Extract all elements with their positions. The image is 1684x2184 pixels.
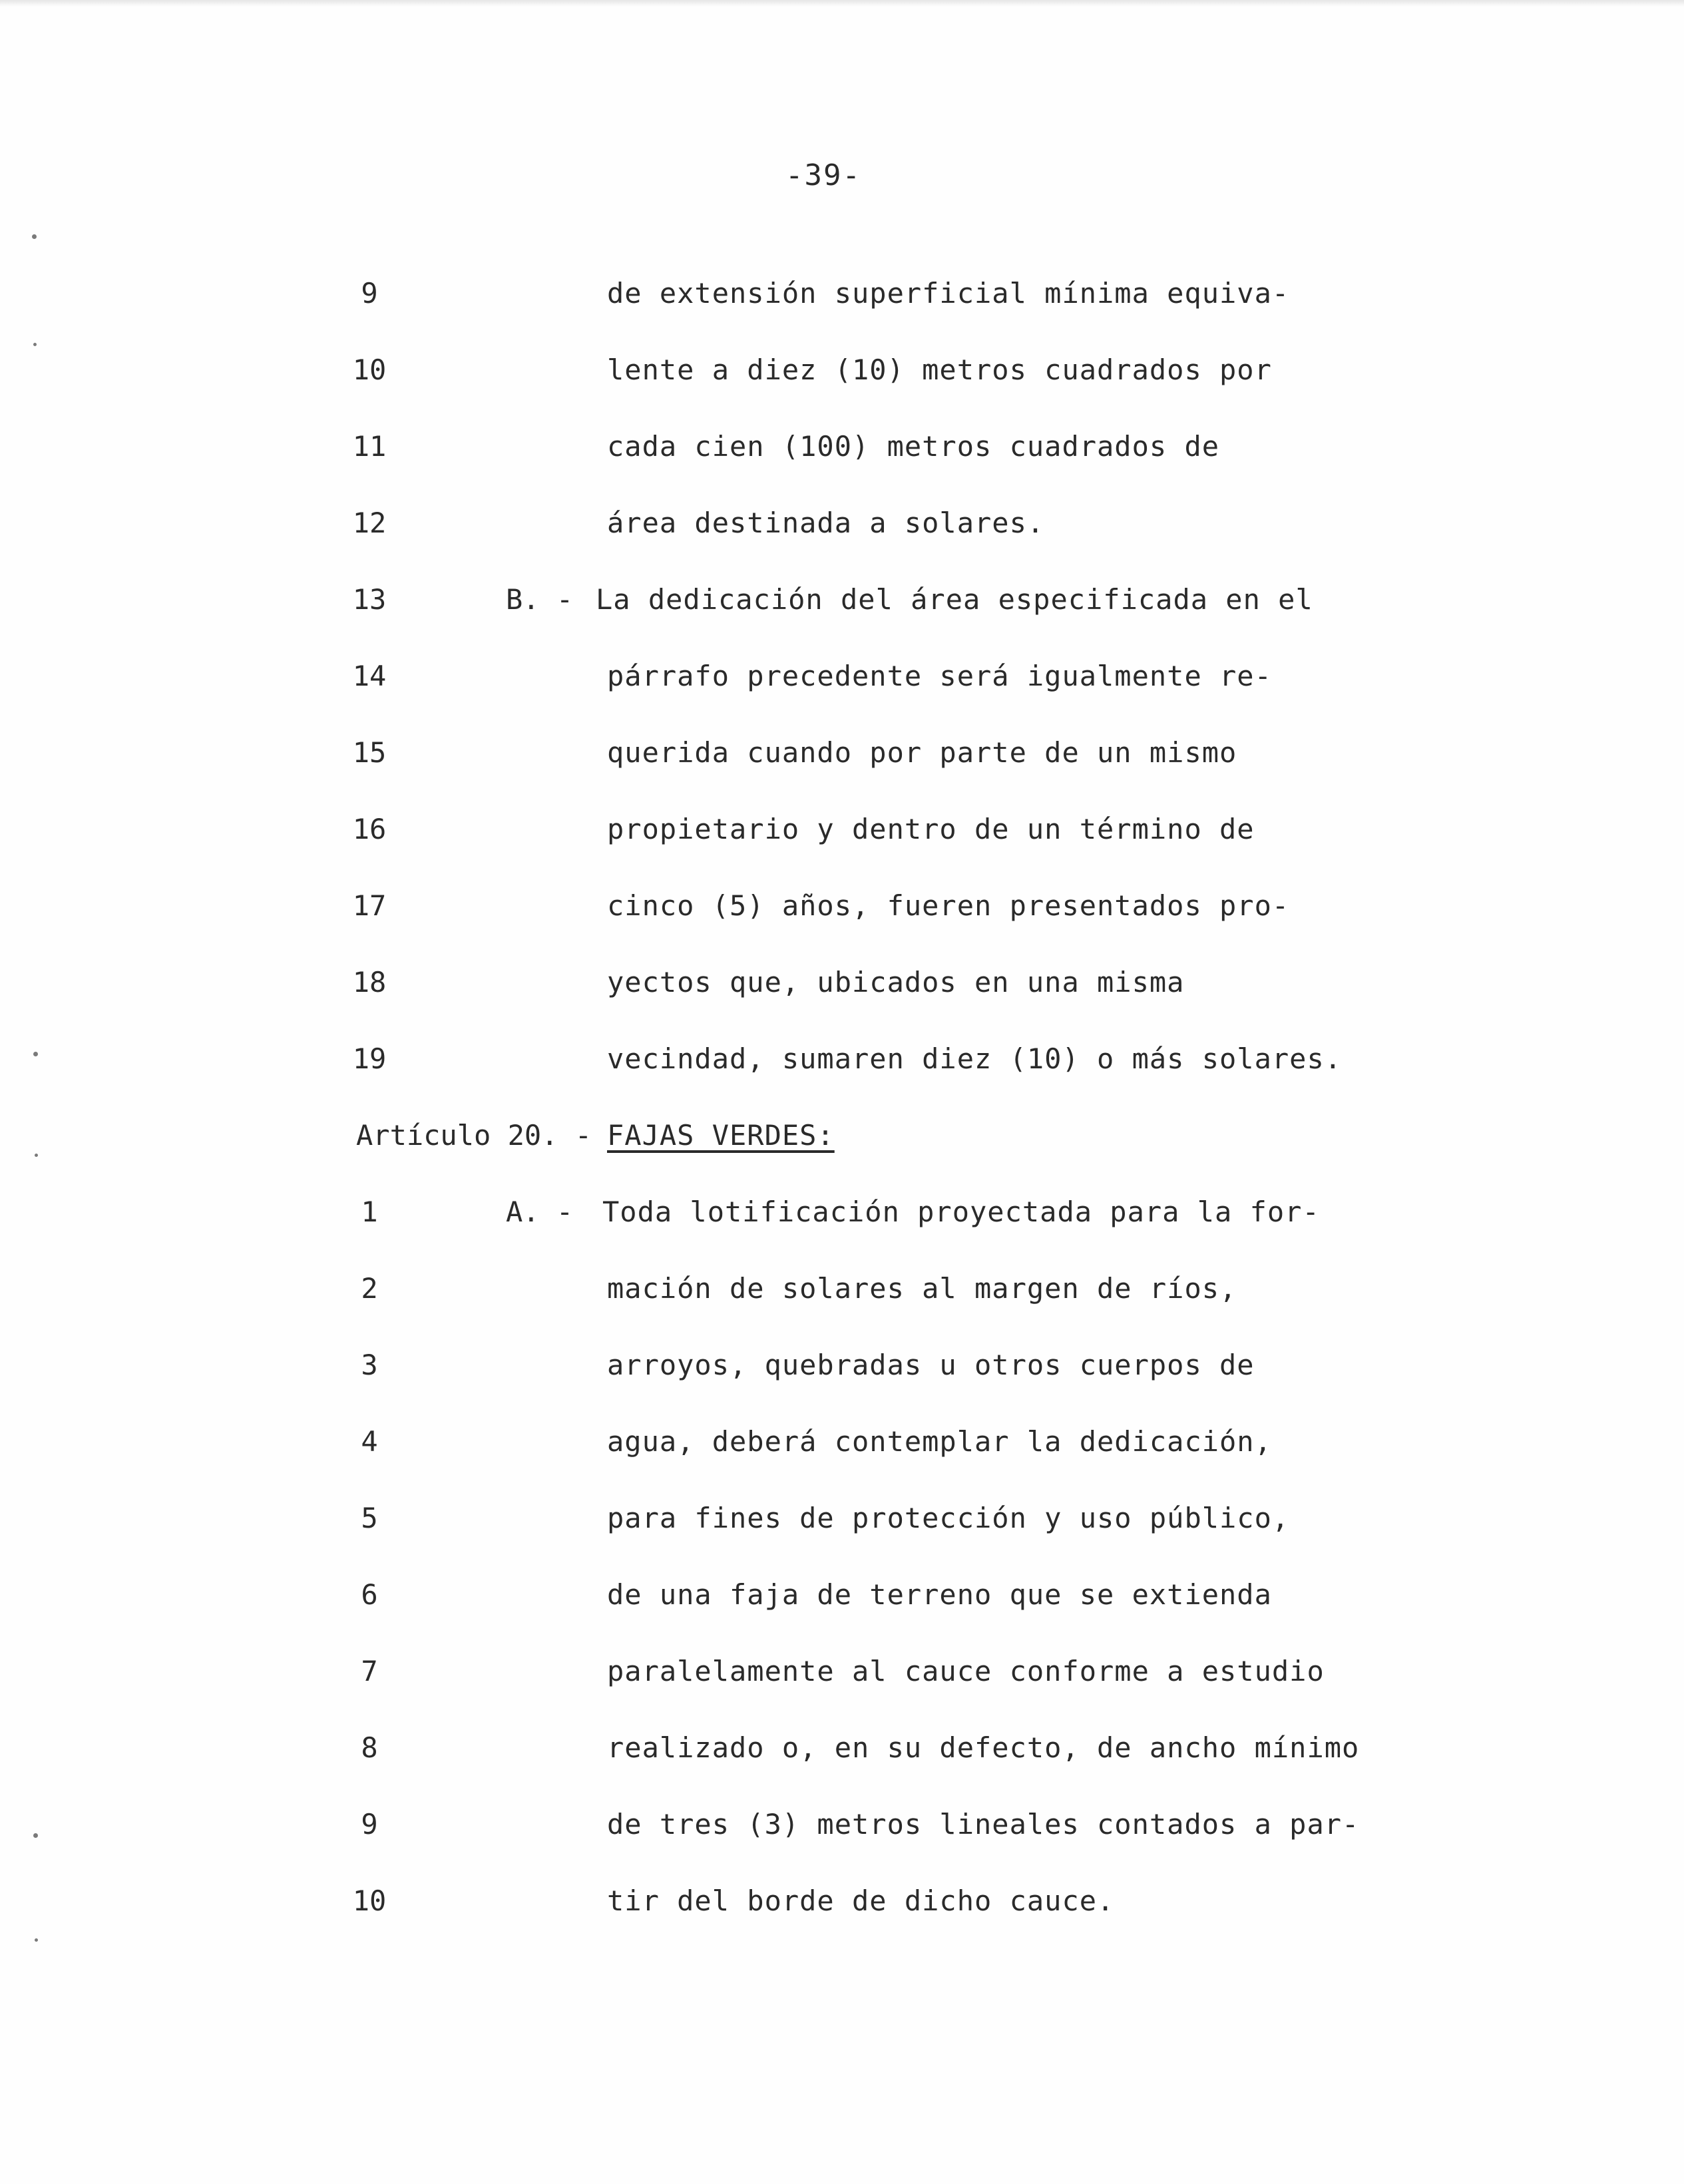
text-line	[0, 1272, 1684, 1325]
line-number: 8	[361, 1731, 378, 1764]
text-line	[0, 1731, 1684, 1785]
text-line	[0, 813, 1684, 866]
line-text: lente a diez (10) metros cuadrados por	[607, 353, 1272, 386]
text-line	[0, 1425, 1684, 1478]
line-text: yectos que, ubicados en una misma	[607, 966, 1185, 998]
line-text: párrafo precedente será igualmente re-	[607, 660, 1272, 692]
article-heading: FAJAS VERDES:	[607, 1119, 835, 1152]
line-number: 4	[361, 1425, 378, 1458]
text-line	[0, 1349, 1684, 1402]
text-line	[0, 966, 1684, 1019]
line-number: 10	[352, 353, 387, 386]
text-line	[0, 1196, 1684, 1249]
text-line	[0, 277, 1684, 330]
text-line	[0, 889, 1684, 943]
text-line	[0, 583, 1684, 636]
text-line	[0, 660, 1684, 713]
scan-speck	[33, 1052, 38, 1056]
text-line	[0, 1502, 1684, 1555]
line-text: vecindad, sumaren diez (10) o más solares.	[607, 1042, 1343, 1075]
paragraph-marker: B. -	[506, 583, 574, 616]
line-text: arroyos, quebradas u otros cuerpos de	[607, 1349, 1255, 1381]
text-line	[0, 736, 1684, 789]
line-number: 11	[352, 430, 387, 463]
scan-speck	[33, 343, 37, 346]
line-number: 18	[352, 966, 387, 998]
text-line	[0, 1042, 1684, 1096]
line-number: 7	[361, 1655, 378, 1687]
scan-speck	[35, 1938, 38, 1942]
line-number: 14	[352, 660, 387, 692]
line-text: propietario y dentro de un término de	[607, 813, 1255, 845]
line-text: tir del borde de dicho cauce.	[607, 1884, 1115, 1917]
text-line	[0, 1578, 1684, 1632]
line-number: 1	[361, 1196, 378, 1228]
line-text: Toda lotificación proyectada para la for-	[602, 1196, 1320, 1228]
line-number: 10	[352, 1884, 387, 1917]
line-text: paralelamente al cauce conforme a estudio	[607, 1655, 1325, 1687]
text-line	[0, 1808, 1684, 1861]
text-line	[0, 353, 1684, 407]
line-text: cinco (5) años, fueren presentados pro-	[607, 889, 1290, 922]
line-number: 9	[361, 1808, 378, 1841]
line-text: de tres (3) metros lineales contados a par-	[607, 1808, 1360, 1841]
article-label: Artículo 20. -	[356, 1119, 592, 1152]
line-number: 12	[352, 507, 387, 539]
line-text: de extensión superficial mínima equiva-	[607, 277, 1290, 310]
scan-top-edge	[0, 0, 1684, 7]
article-heading-line	[0, 1119, 1684, 1172]
scan-speck	[35, 1154, 38, 1157]
paragraph-marker: A. -	[506, 1196, 574, 1228]
text-line	[0, 1884, 1684, 1938]
line-text: La dedicación del área especificada en el	[596, 583, 1313, 616]
line-number: 2	[361, 1272, 378, 1305]
page-number: -39-	[785, 158, 861, 192]
line-text: de una faja de terreno que se extienda	[607, 1578, 1272, 1611]
line-text: agua, deberá contemplar la dedicación,	[607, 1425, 1272, 1458]
line-text: para fines de protección y uso público,	[607, 1502, 1290, 1534]
line-text: querida cuando por parte de un mismo	[607, 736, 1237, 769]
line-number: 17	[352, 889, 387, 922]
line-number: 15	[352, 736, 387, 769]
line-number: 13	[352, 583, 387, 616]
text-line	[0, 507, 1684, 560]
line-number: 6	[361, 1578, 378, 1611]
scan-speck	[33, 1833, 38, 1838]
scan-speck	[32, 234, 37, 239]
line-number: 5	[361, 1502, 378, 1534]
text-line	[0, 430, 1684, 483]
line-text: mación de solares al margen de ríos,	[607, 1272, 1237, 1305]
line-text: cada cien (100) metros cuadrados de	[607, 430, 1220, 463]
line-text: área destinada a solares.	[607, 507, 1045, 539]
text-line	[0, 1655, 1684, 1708]
line-number: 9	[361, 277, 378, 310]
line-number: 3	[361, 1349, 378, 1381]
line-number: 16	[352, 813, 387, 845]
line-text: realizado o, en su defecto, de ancho mínimo	[607, 1731, 1360, 1764]
line-number: 19	[352, 1042, 387, 1075]
